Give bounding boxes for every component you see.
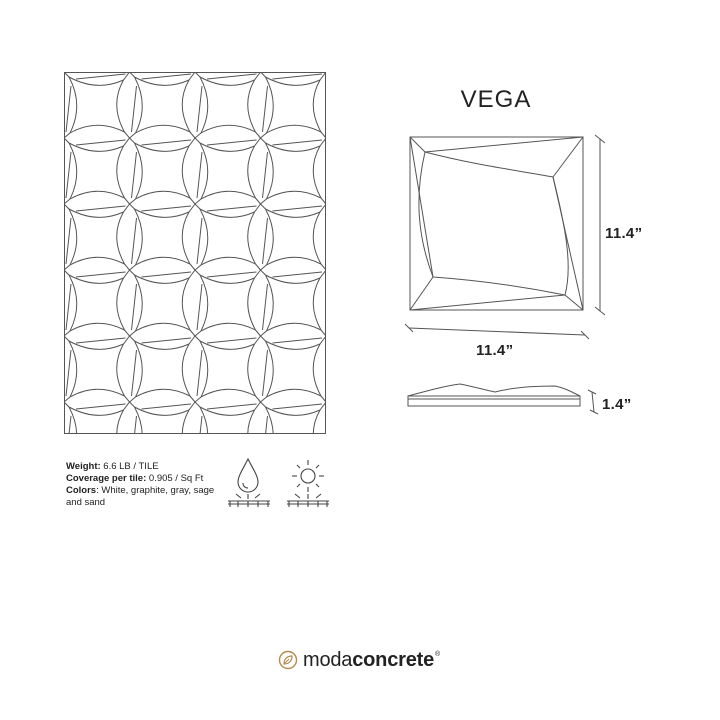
tile-ridge-line [410,295,565,310]
brand-name [303,649,440,672]
coverage-spec [66,473,216,485]
water-drop-shape [238,459,258,492]
brand-logo [278,646,440,674]
pattern-tile [195,402,261,434]
pattern-tile [64,336,130,402]
pattern-tile [261,72,327,138]
pattern-tile [261,402,327,434]
tile-corner-line [410,277,433,310]
pattern-tile [64,138,130,204]
pattern-tile [195,336,261,402]
tile-inner-curve [419,152,568,295]
coverage-value: 0.905 / Sq Ft [148,473,204,484]
depth-dimension-label: 1.4” [602,396,632,413]
coverage-label: Coverage per tile: [66,473,147,484]
tile-ridge-line [410,137,433,277]
side-profile-curve [408,384,580,396]
tile-front-view [395,125,615,350]
brand-name-light: moda [303,648,353,671]
height-dimension-line [595,135,605,315]
pattern-tile [195,270,261,336]
side-base [408,396,580,406]
pattern-tile [261,270,327,336]
leaf-logo-icon [278,650,298,670]
weight-spec [66,461,216,473]
pattern-tile [64,402,130,434]
pattern-tile [64,270,130,336]
pattern-tile [261,336,327,402]
tile-ridge-line [553,177,583,310]
brand-name-bold: concrete [352,648,435,671]
tile-side-view [400,378,600,418]
pattern-border [65,73,326,434]
water-resistant-icon [224,456,274,510]
weight-value: 6.6 LB / TILE [103,461,159,472]
registered-mark: ® [435,650,440,658]
pattern-tile [130,204,196,270]
product-title: VEGA [460,86,532,113]
colors-spec [66,485,216,509]
tile-ridge-line [425,137,583,152]
weight-label: Weight: [66,461,101,472]
pattern-tile [130,138,196,204]
height-dimension-label: 11.4” [605,225,643,242]
pattern-tile [195,72,261,138]
width-dimension-label: 11.4” [476,342,514,359]
pattern-tile [64,204,130,270]
pattern-tile [261,138,327,204]
width-dimension-line [405,324,589,339]
specs-block [66,461,216,509]
pattern-tile [130,336,196,402]
tile-pattern-grid [64,72,326,434]
pattern-tile [64,72,130,138]
pattern-tile [130,270,196,336]
colors-label: Colors [66,485,97,496]
pattern-tile [130,402,196,434]
tile-corner-line [553,137,583,177]
pattern-tile [195,138,261,204]
depth-dimension-line [588,390,598,414]
tile-outline [410,137,583,310]
pattern-tile [130,72,196,138]
uv-resistant-icon [283,456,333,510]
colors-value: : White, graphite, gray, sage and sand [66,485,215,508]
pattern-tile [195,204,261,270]
pattern-tile [261,204,327,270]
sun-shape [301,469,315,483]
